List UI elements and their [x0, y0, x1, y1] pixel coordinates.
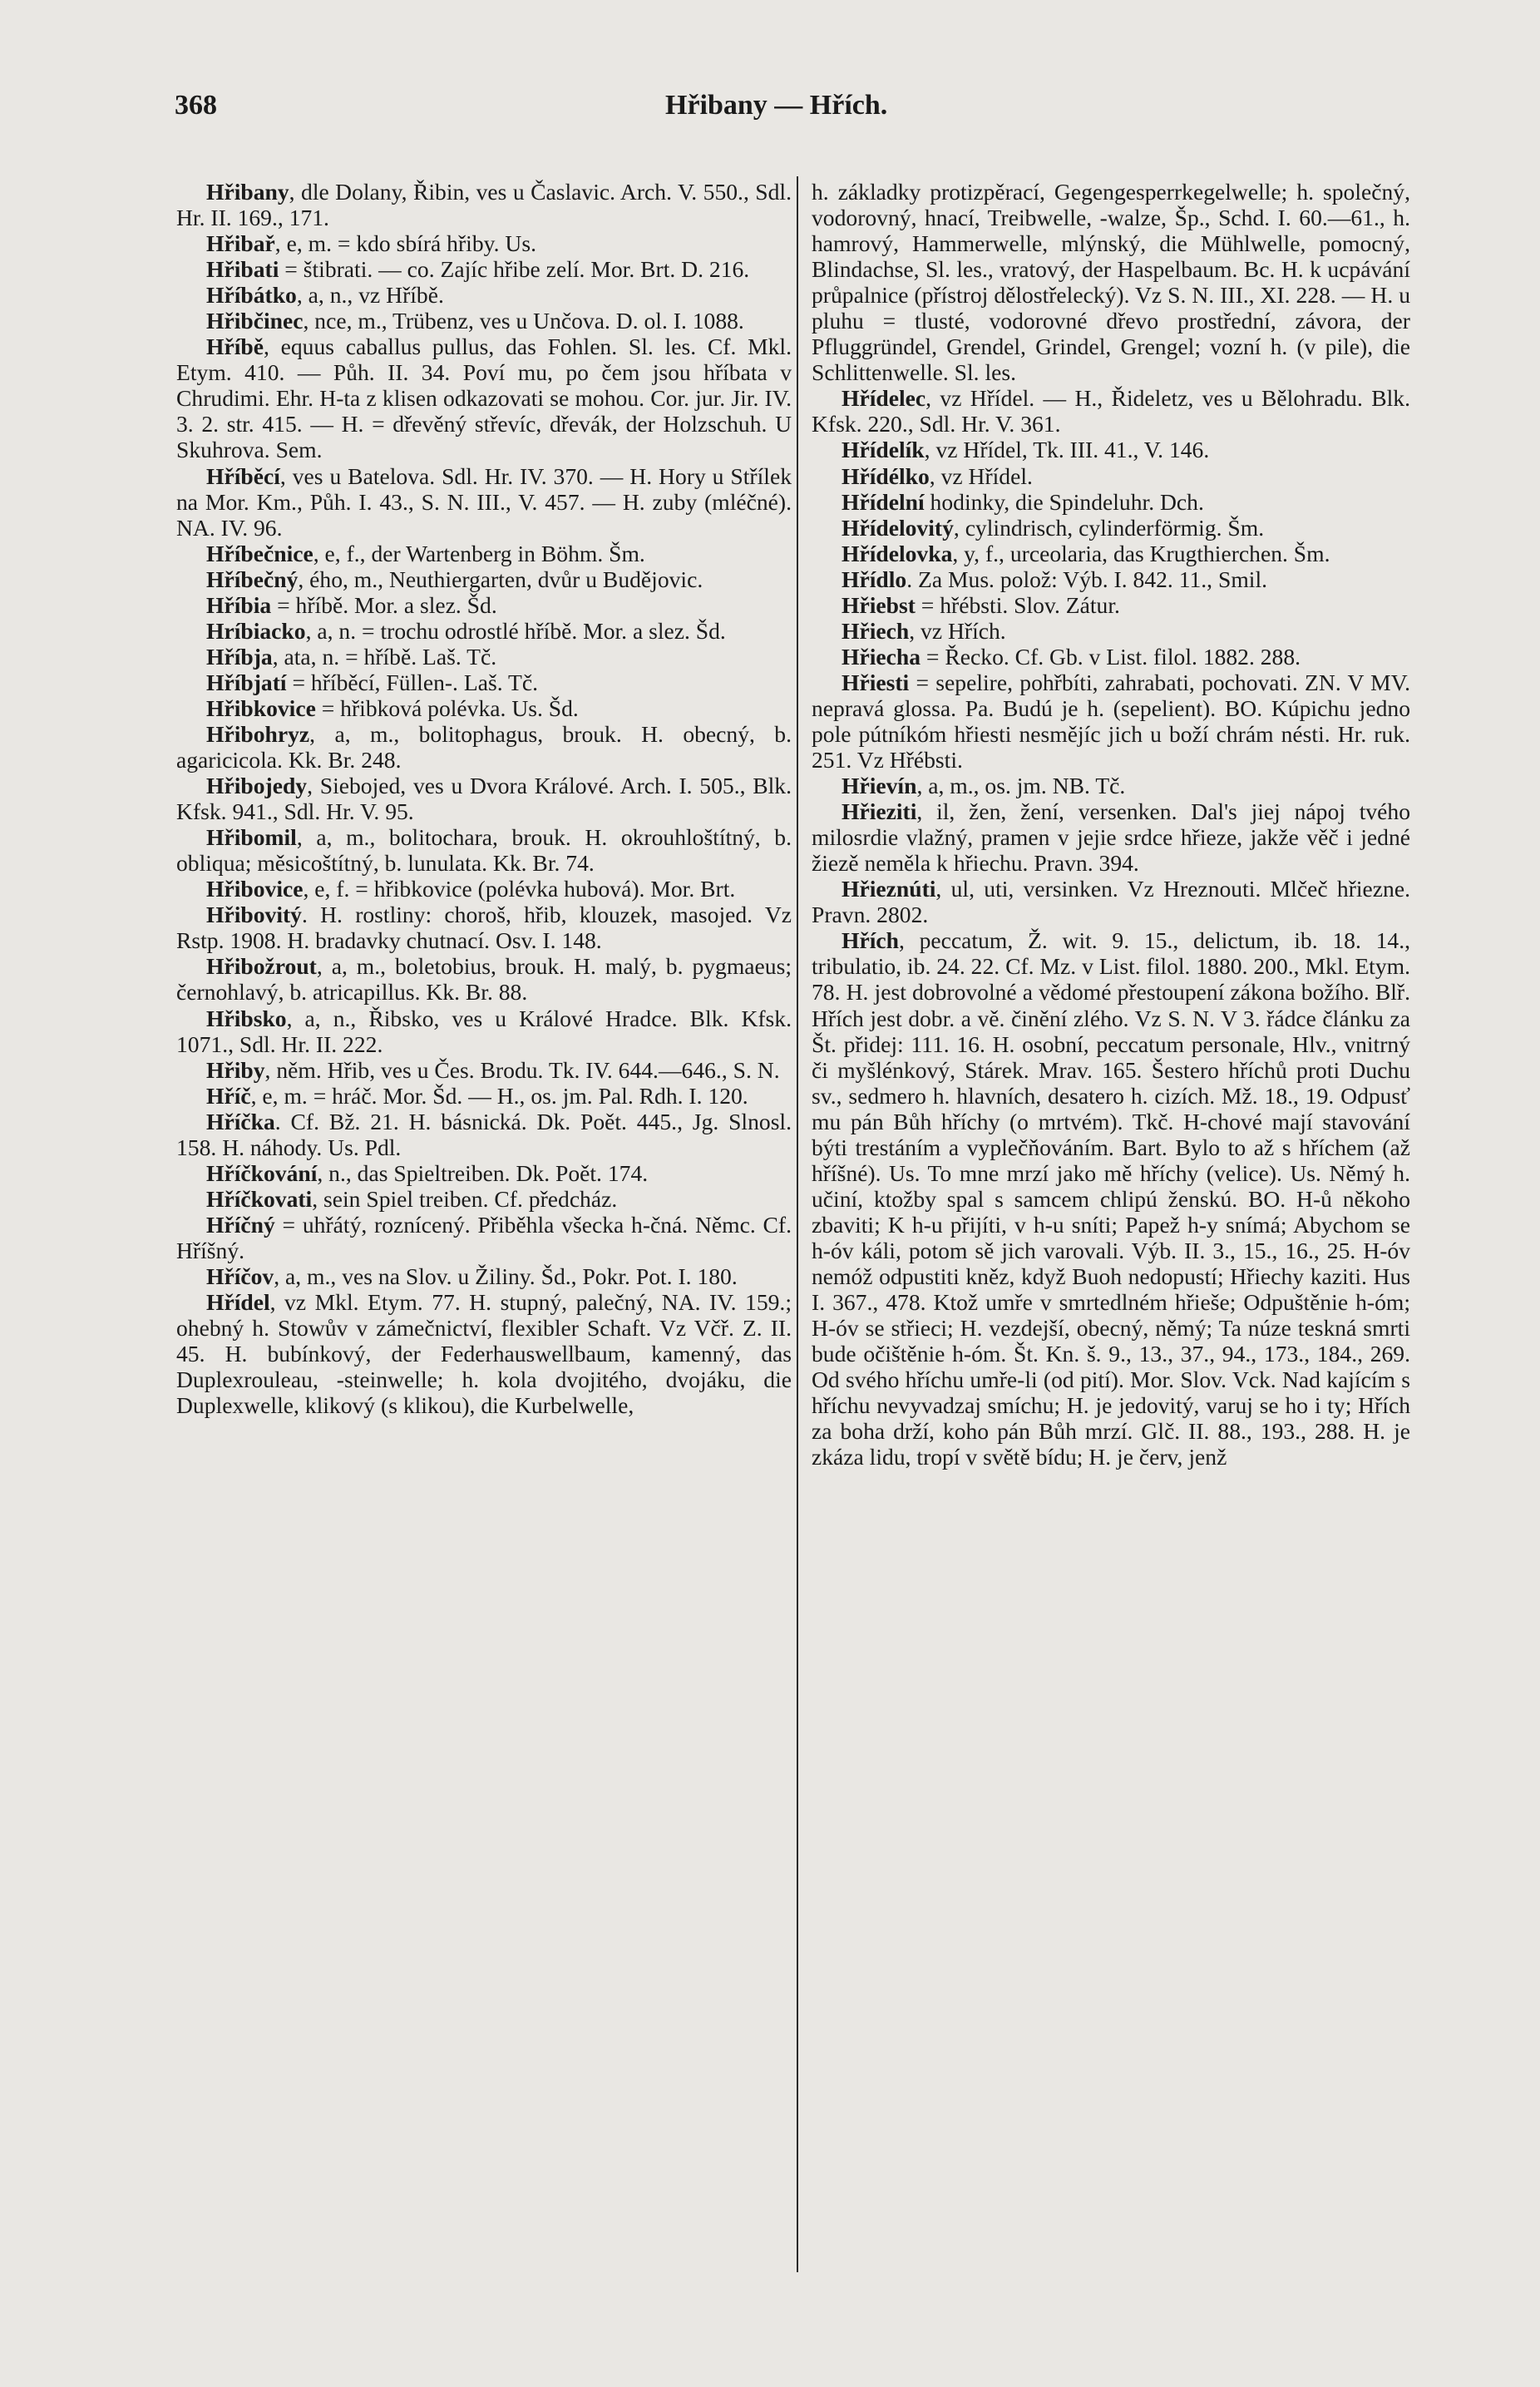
- entry-text: , nce, m., Trübenz, ves u Unčova. D. ol. I. 1088.: [303, 308, 744, 334]
- dictionary-entry: [176, 1289, 792, 1418]
- entry-headword: Hřídelní: [842, 488, 925, 515]
- entry-text: hodinky, die Spindeluhr. Dch.: [924, 488, 1204, 515]
- dictionary-entry: [812, 927, 1410, 1470]
- entry-headword: Hřievín: [842, 773, 917, 799]
- entry-text: , ul, uti, versinken. Vz Hreznouti. Mlčeč hřiezne. Pravn. 2802.: [812, 876, 1410, 928]
- page-number: 368: [175, 90, 217, 121]
- dictionary-entry: [812, 437, 1410, 462]
- dictionary-entry: [176, 541, 792, 566]
- dictionary-entry: [812, 179, 1410, 385]
- dictionary-entry: [812, 773, 1410, 798]
- entry-text: , vz Mkl. Etym. 77. H. stupný, palečný, NA. IV. 159.; ohebný h. Stowův v zámečnictví, flexibler Schaft. Vz Včř. Z. II. 45. H. bubínkový, der Federhauswellbaum, kamenný, das Duplexrouleau, -steinwelle; h. kola dvojitého, dvojáku, die Duplexwelle, klikový (s klikou), die Kurbelwelle,: [176, 1289, 792, 1419]
- dictionary-entry: [176, 1109, 792, 1160]
- entry-text: = hříbě. Mor. a slez. Šd.: [271, 591, 497, 618]
- dictionary-entry: [176, 308, 792, 334]
- dictionary-entry: [176, 334, 792, 462]
- entry-text: . H. rostliny: choroš, hřib, klouzek, masojed. Vz Rstp. 1908. H. bradavky chutnací. Osv. I. 148.: [176, 902, 792, 954]
- dictionary-entry: [176, 1160, 792, 1186]
- entry-text: = sepelire, pohřbíti, zahrabati, pochovati. ZN. V MV. nepravá glossa. Pa. Budú je h. (sepelient). BO. Kúpichu jedno pole pútníkóm hřiesti nesmějíc jich u boží chrám nésti. Hr. ruk. 251. Vz Hřébsti.: [812, 669, 1410, 773]
- dictionary-entry: [812, 592, 1410, 618]
- entry-headword: Hřibsko: [206, 1005, 287, 1031]
- entry-headword: Hřídelovitý: [842, 514, 954, 541]
- entry-text: h. základky protizpěrací, Gegengesperrkegelwelle; h. společný, vodorovný, hnací, Treibwelle, -walze, Šp., Schd. I. 60.—61., h. hamrový, Hammerwelle, mlýnský, die Mühlwelle, pomocný, Blindachse, Sl. les., vratový, der Haspelbaum. Bc. H. k ucpávání průpalnice (přístroj dělostřelecký). Vz S. N. III., XI. 228. — H. u pluhu = tlusté, vodorovné dřevo prostřední, závora, der Pfluggründel, Grendel, Grindel, Grengel; vozní h. (v pile), die Schlittenwelle. Sl. les.: [812, 179, 1410, 386]
- dictionary-entry: [176, 1083, 792, 1109]
- dictionary-entry: [176, 876, 792, 902]
- dictionary-entry: [812, 463, 1410, 489]
- dictionary-entry: [812, 644, 1410, 670]
- entry-headword: Hřibkovice: [206, 694, 316, 721]
- entry-text: , sein Spiel treiben. Cf. předcház.: [312, 1185, 618, 1212]
- entry-headword: Hřieznúti: [842, 876, 936, 902]
- entry-headword: Hřibohryz: [206, 720, 310, 747]
- entry-headword: Hříbja: [206, 643, 273, 670]
- entry-headword: Hřibovice: [206, 876, 304, 902]
- entry-headword: Hřiby: [206, 1056, 265, 1083]
- entry-headword: Hřídelovka: [842, 540, 953, 566]
- entry-text: , ého, m., Neuthiergarten, dvůr u Budějovic.: [298, 566, 703, 592]
- entry-headword: Hřídelec: [842, 385, 926, 412]
- entry-text: . Cf. Bž. 21. H. básnická. Dk. Poět. 445., Jg. Slnosl. 158. H. náhody. Us. Pdl.: [176, 1108, 792, 1160]
- entry-headword: Hříbia: [206, 591, 272, 618]
- dictionary-entry: [176, 1006, 792, 1057]
- entry-headword: Hříčný: [206, 1211, 275, 1238]
- entry-text: , peccatum, Ž. wit. 9. 15., delictum, ib. 18. 14., tribulatio, ib. 24. 22. Cf. Mz. v List. filol. 1880. 200., Mkl. Etym. 78. H. jest dobrovolné a vědomé přestoupení zákona božího. Blř. Hřích jest dobr. a vě. činění zlého. Vz S. N. V 3. řádce článku za Št. přidej: 111. 16. H. osobní, peccatum personale, Hlv., vnitrný či myšlénkový, Stárek. Mrav. 165. Šestero hříchů proti Duchu sv., sedmero h. hlavních, desatero h. cizích. Mž. 18., 19. Odpusť mu pán Bůh hříchy (o mrtvém). Tkč. H-chové mají stavování býti trestáním a vyplečňováním. Bart. Bylo to až s hříchem (až hříšné). Us. To mne mrzí jako mě hříchy (velice). Us. Němý h. učiní, ktožby spal s samcem chlipú ženskú. BO. H-ů někoho zbaviti; K h-u přijíti, v h-u sníti; Papež h-y snímá; Abychom se h-óv káli, potom sě jich varovali. Výb. II. 3., 15., 16., 25. H-óv nemóž odpustiti kněz, když Buoh nedopustí; Hřiechy kaziti. Hus I. 367., 478. Ktož umře v smrtedlném hřieše; Odpuštěnie h-óm; H-óv se střieci; H. vezdejší, obecný, němý; Ta núze teskná smrti bude očištěnie h-óm. Št. Kn. š. 9., 13., 37., 94., 173., 184., 269. Od svého hříchu umře-li (od pití). Mor. Slov. Vck. Nad kajícím s hříchu nevyvadzaj smíchu; H. je jedovitý, varuj se ho i ty; Hřích za boha drží, koho pán Bůh mrzí. Glč. II. 88., 193., 288. H. je zkáza lidu, tropí v světě bídu; H. je červ, jenž: [812, 927, 1410, 1470]
- entry-headword: Hřiebst: [842, 591, 916, 618]
- entry-headword: Hřibojedy: [206, 773, 308, 799]
- left-column: [176, 179, 792, 1418]
- entry-text: , ata, n. = hříbě. Laš. Tč.: [272, 643, 497, 670]
- entry-text: , a, n., vz Hříbě.: [296, 282, 444, 309]
- entry-headword: Hříběcí: [206, 462, 280, 489]
- dictionary-entry: [176, 721, 792, 773]
- entry-headword: Hříbjatí: [206, 669, 287, 695]
- dictionary-entry: [176, 670, 792, 695]
- entry-headword: Hříbátko: [206, 282, 297, 309]
- dictionary-entry: [176, 644, 792, 670]
- entry-text: , ves u Batelova. Sdl. Hr. IV. 370. — H. Hory u Střílek na Mor. Km., Půh. I. 43., S. N. III., V. 457. — H. zuby (mléčné). NA. IV. 96.: [176, 462, 792, 541]
- entry-text: , a, m., bolitochara, brouk. H. okrouhloštítný, b. obliqua; měsicoštítný, b. lunulata. Kk. Br. 74.: [176, 824, 792, 877]
- entry-text: , e, f. = hřibkovice (polévka hubová). Mor. Brt.: [303, 876, 736, 902]
- entry-text: = uhřátý, roznícený. Přiběhla všecka h-čná. Němc. Cf. Hříšný.: [176, 1211, 792, 1263]
- entry-text: , a, m., bolitophagus, brouk. H. obecný, b. agaricicola. Kk. Br. 248.: [176, 720, 792, 773]
- dictionary-entry: [176, 256, 792, 282]
- dictionary-entry: [812, 489, 1410, 515]
- dictionary-entry: [812, 385, 1410, 437]
- entry-headword: Hříbě: [206, 334, 264, 360]
- dictionary-entry: [176, 1212, 792, 1263]
- dictionary-entry: [812, 566, 1410, 592]
- dictionary-entry: [176, 1186, 792, 1212]
- dictionary-entry: [812, 618, 1410, 644]
- dictionary-entry: [176, 463, 792, 541]
- entry-text: , vz Hřídel. — H., Řideletz, ves u Bělohradu. Blk. Kfsk. 220., Sdl. Hr. V. 361.: [812, 385, 1410, 437]
- dictionary-entry: [812, 670, 1410, 773]
- entry-headword: Hřibany: [206, 179, 289, 205]
- entry-headword: Hríbiacko: [206, 617, 306, 644]
- dictionary-entry: [812, 515, 1410, 541]
- entry-text: , il, žen, žení, versenken. Dal's jiej nápoj tvého milosrdie vlažný, pramen v jejie srdce hřieze, jakže věč i jedné žiezě neměla k hřiechu. Pravn. 394.: [812, 798, 1410, 877]
- entry-headword: Hříbečný: [206, 566, 299, 592]
- entry-headword: Hřídel: [206, 1289, 270, 1316]
- entry-headword: Hříčkování: [206, 1159, 318, 1186]
- entry-text: , a, m., boletobius, brouk. H. malý, b. pygmaeus; černohlavý, b. atricapillus. Kk. Br. 88.: [176, 953, 792, 1006]
- dictionary-entry: [176, 695, 792, 721]
- entry-text: , vz Hřích.: [909, 617, 1006, 644]
- entry-headword: Hřibati: [206, 256, 279, 283]
- entry-text: , a, m., ves na Slov. u Žiliny. Šd., Pokr. Pot. I. 180.: [274, 1263, 738, 1289]
- entry-headword: Hříbečnice: [206, 540, 313, 566]
- dictionary-entry: [176, 618, 792, 644]
- entry-text: . Za Mus. polož: Výb. I. 842. 11., Smil.: [906, 566, 1268, 592]
- dictionary-entry: [176, 566, 792, 592]
- entry-text: , cylindrisch, cylinderförmig. Šm.: [953, 514, 1265, 541]
- dictionary-entry: [176, 592, 792, 618]
- dictionary-entry: [176, 230, 792, 256]
- entry-headword: Hřiech: [842, 617, 910, 644]
- right-column: [812, 179, 1410, 1470]
- dictionary-entry: [176, 179, 792, 230]
- entry-headword: Hřiecha: [842, 643, 921, 670]
- entry-headword: Hřibovitý: [206, 902, 302, 928]
- entry-text: , a, m., os. jm. NB. Tč.: [916, 773, 1126, 799]
- entry-text: , Siebojed, ves u Dvora Králové. Arch. I. 505., Blk. Kfsk. 941., Sdl. Hr. V. 95.: [176, 773, 792, 825]
- entry-headword: Hřídélko: [842, 462, 930, 489]
- entry-headword: Hříč: [206, 1082, 251, 1109]
- entry-text: , vz Hřídel, Tk. III. 41., V. 146.: [924, 437, 1210, 463]
- entry-text: = hřibková polévka. Us. Šd.: [315, 694, 579, 721]
- dictionary-entry: [176, 1263, 792, 1289]
- running-title: Hřibany — Hřích.: [665, 90, 888, 121]
- entry-headword: Hřibčinec: [206, 308, 304, 334]
- entry-text: , dle Dolany, Řibin, ves u Časlavic. Arch. V. 550., Sdl. Hr. II. 169., 171.: [176, 179, 792, 231]
- entry-headword: Hřídelík: [842, 437, 925, 463]
- entry-text: , y, f., urceolaria, das Krugthierchen. Šm.: [952, 540, 1330, 566]
- entry-text: , n., das Spieltreiben. Dk. Poět. 174.: [317, 1159, 649, 1186]
- entry-text: , a, n. = trochu odrostlé hříbě. Mor. a slez. Šd.: [305, 617, 726, 644]
- entry-headword: Hříčkovati: [206, 1185, 313, 1212]
- dictionary-entry: [176, 773, 792, 824]
- dictionary-entry: [812, 541, 1410, 566]
- entry-headword: Hříčka: [206, 1108, 275, 1134]
- entry-text: , něm. Hřib, ves u Čes. Brodu. Tk. IV. 644.—646., S. N.: [264, 1056, 780, 1083]
- entry-headword: Hřibař: [206, 230, 275, 257]
- dictionary-entry: [812, 876, 1410, 927]
- page-header: [175, 90, 1405, 140]
- dictionary-entry: [176, 824, 792, 876]
- entry-headword: Hříčov: [206, 1263, 274, 1289]
- dictionary-entry: [176, 902, 792, 953]
- entry-headword: Hřiesti: [842, 669, 910, 695]
- entry-text: , e, m. = hráč. Mor. Šd. — H., os. jm. Pal. Rdh. I. 120.: [250, 1082, 748, 1109]
- dictionary-entry: [176, 282, 792, 308]
- dictionary-entry: [812, 798, 1410, 876]
- dictionary-entry: [176, 1057, 792, 1083]
- entry-text: , vz Hřídel.: [929, 462, 1033, 489]
- entry-headword: Hřibomil: [206, 824, 297, 851]
- entry-headword: Hřích: [842, 927, 899, 954]
- entry-headword: Hřieziti: [842, 798, 917, 825]
- entry-text: = štibrati. — co. Zajíc hřibe zelí. Mor. Brt. D. 216.: [279, 256, 750, 283]
- entry-text: , e, m. = kdo sbírá hřiby. Us.: [274, 230, 536, 257]
- entry-text: , e, f., der Wartenberg in Böhm. Šm.: [313, 540, 645, 566]
- entry-text: = hřébsti. Slov. Zátur.: [915, 591, 1120, 618]
- entry-headword: Hřibožrout: [206, 953, 317, 980]
- entry-text: , equus caballus pullus, das Fohlen. Sl. les. Cf. Mkl. Etym. 410. — Půh. II. 34. Poví mu, po čem jsou hříbata v Chrudimi. Ehr. H-ta z klisen odkazovati se mohou. Cor. jur. Jir. IV. 3. 2. str. 415. — H. = dřevěný střevíc, dřevák, der Holzschuh. U Skuhrova. Sem.: [176, 334, 792, 463]
- entry-text: = Řecko. Cf. Gb. v List. filol. 1882. 288.: [921, 643, 1301, 670]
- dictionary-entry: [176, 953, 792, 1005]
- column-divider: [797, 176, 798, 2272]
- entry-text: = hříběcí, Füllen-. Laš. Tč.: [286, 669, 538, 695]
- entry-headword: Hřídlo: [842, 566, 907, 592]
- entry-text: , a, n., Řibsko, ves u Králové Hradce. Blk. Kfsk. 1071., Sdl. Hr. II. 222.: [176, 1005, 792, 1057]
